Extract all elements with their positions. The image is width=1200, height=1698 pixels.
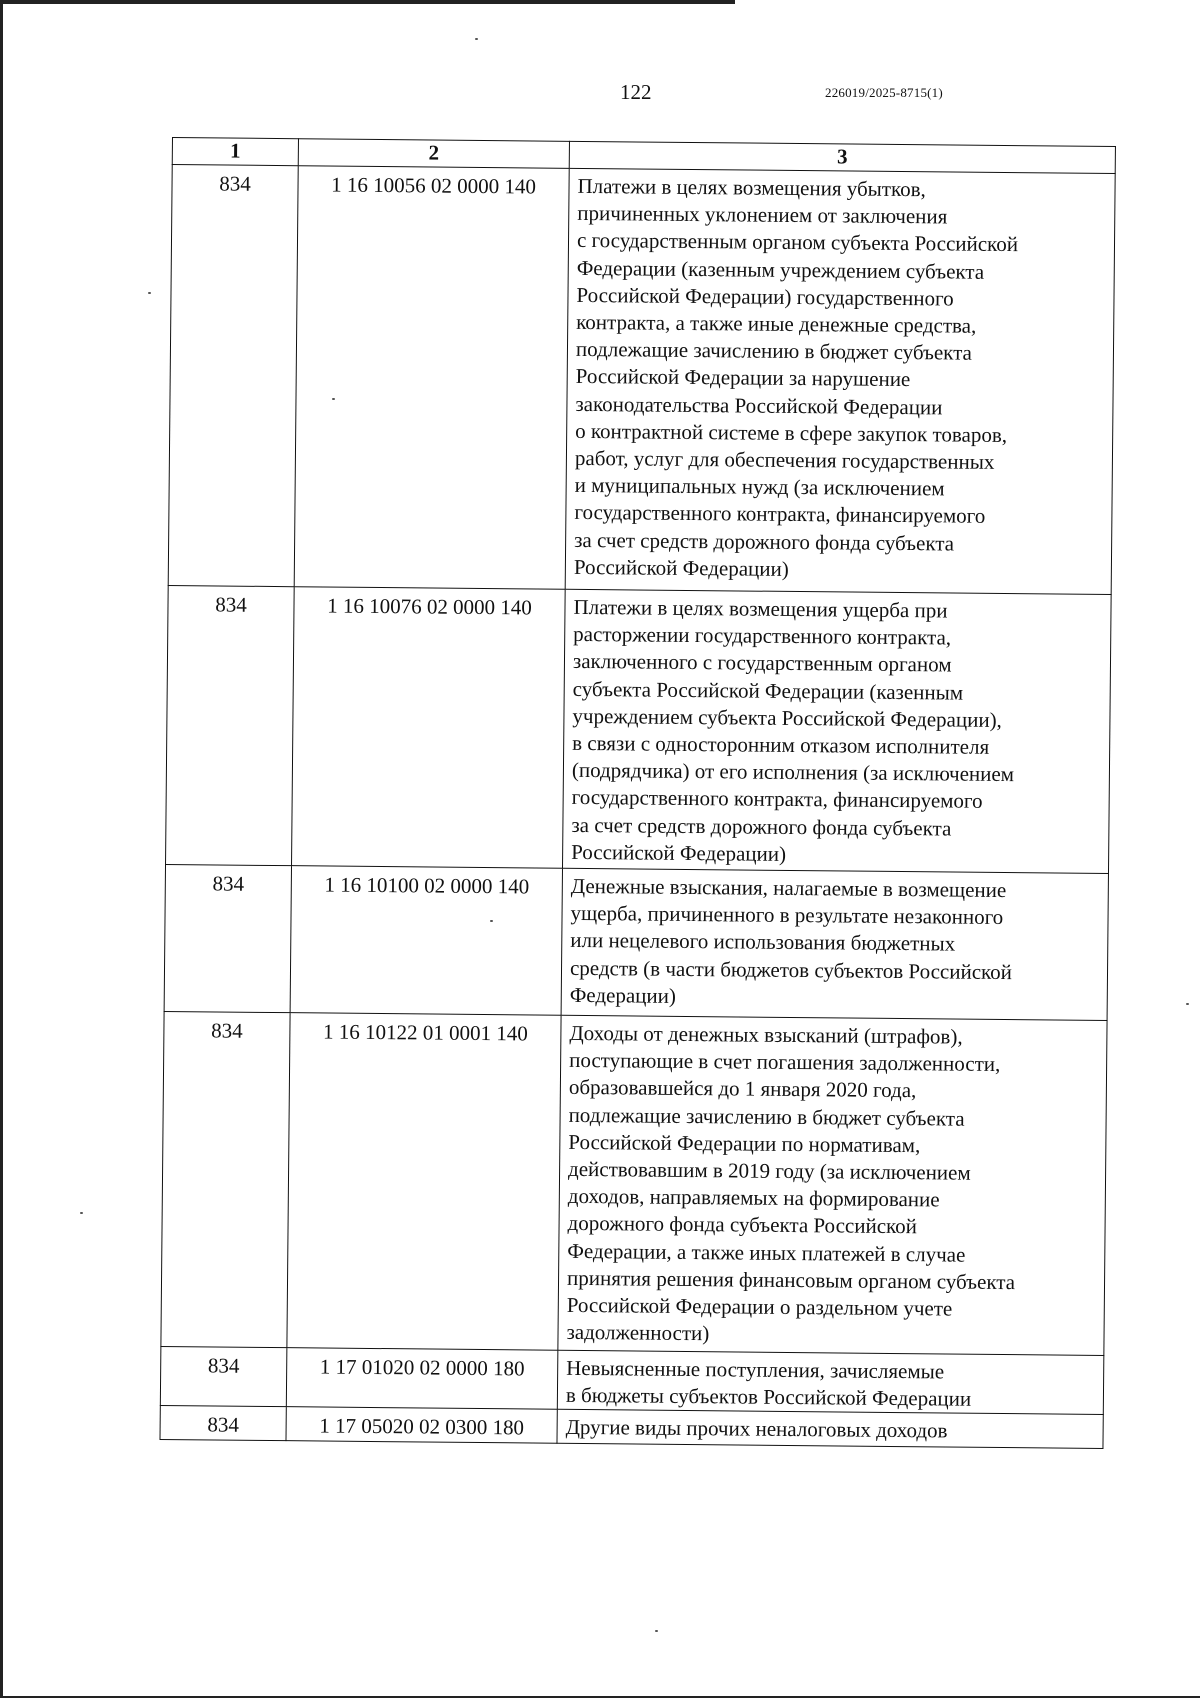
- description-cell: Платежи в целях возмещения ущерба при расторжении государственного контракта, заключенного с государственным органом субъекта Российской Федерации (казенным учреждением субъекта Российской Федерации), в связи с односторонним отказом исполнителя (подрядчика) от его исполнения (за исключением государственного контракта, финансируемого за счет средств дорожного фонда субъекта Российской Федерации): [562, 589, 1111, 873]
- description-cell: Денежные взыскания, налагаемые в возмещение ущерба, причиненного в результате незаконного или нецелевого использования бюджетных средств (в части бюджетов субъектов Российской Федерации): [561, 868, 1108, 1020]
- admin-code-cell: 834: [161, 1011, 290, 1347]
- table-row: [168, 165, 1115, 595]
- kbk-code-cell: 1 16 10100 02 0000 140: [290, 866, 562, 1016]
- scan-speck: [148, 292, 151, 294]
- scan-speck: [1186, 1003, 1189, 1005]
- table-row: [164, 864, 1108, 1020]
- kbk-code-cell: 1 17 01020 02 0000 180: [286, 1348, 558, 1410]
- scan-speck: [475, 38, 478, 40]
- description-cell: Другие виды прочих неналоговых доходов: [557, 1410, 1103, 1448]
- admin-code-cell: 834: [164, 864, 291, 1012]
- description-cell: Платежи в целях возмещения убытков, причиненных уклонением от заключения с государственным органом субъекта Российской Федерации (казенным учреждением субъекта Российской Федерации) государственного контракта, а также иные денежные средства, подлежащие зачислению в бюджет субъекта Российской Федерации за нарушение законодательства Российской Федерации о контрактной системе в сфере закупок товаров, работ, услуг для обеспечения государственных и муниципальных нужд (за исключением государственного контракта, финансируемого за счет средств дорожного фонда субъекта Российской Федерации): [565, 168, 1115, 594]
- column-header: 1: [172, 138, 298, 166]
- scan-edge-bar: [0, 0, 735, 4]
- admin-code-cell: 834: [166, 585, 295, 865]
- table-row: [166, 585, 1112, 873]
- kbk-code-cell: 1 16 10122 01 0001 140: [287, 1013, 561, 1351]
- scan-speck: [655, 1630, 658, 1632]
- description-cell: Доходы от денежных взысканий (штрафов), поступающие в счет погашения задолженности, образовавшейся до 1 января 2020 года, подлежащие зачислению в бюджет субъекта Российской Федерации по нормативам, действовавшим в 2019 году (за исключением доходов, направляемых на формирование дорожного фонда субъекта Российской Федерации, а также иных платежей в случае принятия решения финансовым органом субъекта Российской Федерации о раздельном учете задолженности): [558, 1015, 1107, 1355]
- column-header: 3: [569, 141, 1115, 173]
- table-row: [160, 1346, 1104, 1414]
- admin-code-cell: 834: [160, 1346, 287, 1407]
- kbk-code-cell: 1 16 10056 02 0000 140: [294, 166, 569, 590]
- admin-code-cell: 834: [160, 1406, 286, 1440]
- revenue-codes-table: [159, 137, 1115, 1449]
- kbk-code-cell: 1 16 10076 02 0000 140: [292, 587, 566, 869]
- document-reference: 226019/2025-8715(1): [825, 85, 943, 100]
- page-number: 122: [620, 80, 652, 104]
- kbk-code-cell: 1 17 05020 02 0300 180: [286, 1407, 557, 1443]
- description-cell: Невыясненные поступления, зачисляемые в бюджеты субъектов Российской Федерации: [557, 1350, 1104, 1415]
- admin-code-cell: 834: [168, 165, 298, 587]
- scan-speck: [80, 1212, 83, 1214]
- table-row: [161, 1011, 1107, 1355]
- column-header: 2: [298, 139, 569, 169]
